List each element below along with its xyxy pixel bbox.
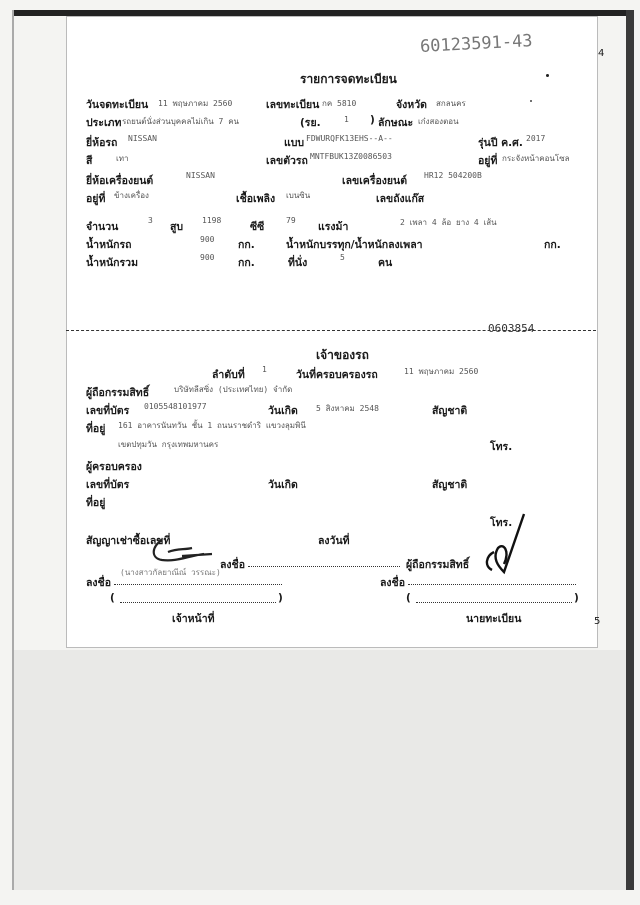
possessor-nationality-label: สัญชาติ [432,479,468,491]
province-label: จังหวัด [396,99,427,111]
holder-signature [474,512,534,576]
engine-brand-label: ยี่ห้อเครื่องยนต์ [86,175,154,187]
engine-location-value: ข้างเครื่อง [114,191,149,200]
horsepower-value: 79 [286,216,296,225]
model-label: แบบ [284,137,305,149]
color-value: เทา [116,154,129,163]
gas-tank-label: เลขถังแก๊ส [376,193,425,205]
type-value: รถยนต์นั่งส่วนบุคคลไม่เกิน 7 คน [122,117,240,126]
total-weight-unit: กก. [238,257,255,269]
type-label: ประเภท [86,117,122,129]
cylinder-count-label: จำนวน [86,221,119,233]
location-value: กระจังหน้าคอนโซล [502,154,570,163]
seats-label: ที่นั่ง [288,257,308,269]
rs-label: (รย. [300,117,321,129]
year-value: 2017 [526,134,546,143]
page-number-bottom: 5 [594,616,601,627]
reg-date-value: 11 พฤษภาคม 2560 [158,99,233,108]
owner-nationality-label: สัญชาติ [432,405,468,417]
owner-title: เจ้าของรถ [316,348,369,362]
chassis-label: เลขตัวรถ [266,155,308,167]
registrar-label: นายทะเบียน [466,613,522,625]
reg-no-value: กค 5810 [322,99,357,108]
color-label: สี [86,155,93,167]
signature-line [408,584,576,585]
weight-label: น้ำหนักรถ [86,239,132,251]
reg-no-label: เลขทะเบียน [266,99,320,111]
rs-value: 1 [344,115,349,124]
rs-close: ) [370,114,375,126]
registration-title: รายการจดทะเบียน [300,72,397,86]
possess-date-value: 11 พฤษภาคม 2560 [404,367,479,376]
brand-value: NISSAN [128,134,157,143]
name-line [120,602,276,603]
signature-line [114,584,282,585]
cc-label: ซีซี [250,221,265,233]
owner-id-label: เลขที่บัตร [86,405,130,417]
holder-role-label: ผู้ถือกรรมสิทธิ์ [406,559,470,571]
engine-location-label: อยู่ที่ [86,193,106,205]
axle-wheel-value: 2 เพลา 4 ล้อ ยาง 4 เส้น [400,218,497,227]
model-value: FDWURQFK13EHS--A-- [306,134,393,143]
style-value: เก๋งสองตอน [418,117,459,126]
officer-signature [148,532,218,568]
brand-label: ยี่ห้อรถ [86,137,118,149]
possessor-phone-label: โทร. [490,517,513,529]
location-label: อยู่ที่ [478,155,498,167]
cylinder-label: สูบ [170,221,184,233]
owner-address-value: 161 อาคารนันทวัน ชั้น 1 ถนนราชดำริ แขวงลุมพินี [118,421,306,430]
paren-close-1: ) [278,592,283,604]
year-label: รุ่นปี ค.ศ. [478,137,523,149]
scan-shadow [626,10,634,890]
holder-label: ผู้ถือกรรมสิทธิ์ [86,387,150,399]
order-value: 1 [262,365,267,374]
signature-line [248,566,400,567]
owner-address-value-2: เขตปทุมวัน กรุงเทพมหานคร [118,440,219,449]
owner-address-label: ที่อยู่ [86,423,106,435]
owner-dob-label: วันเกิด [268,405,298,417]
fuel-label: เชื้อเพลิง [236,193,276,205]
possessor-id-label: เลขที่บัตร [86,479,130,491]
stray-mark [530,100,532,102]
fuel-value: เบนซิน [286,191,311,200]
handwritten-number: 60123591-43 [419,31,534,57]
engine-no-label: เลขเครื่องยนต์ [342,175,408,187]
paren-open-2: ( [406,592,411,604]
engine-brand-value: NISSAN [186,171,215,180]
seats-value: 5 [340,253,345,262]
blank-area [14,650,626,890]
hire-date-label: ลงวันที่ [318,535,350,547]
order-label: ลำดับที่ [212,369,245,381]
horsepower-label: แรงม้า [318,221,349,233]
stray-mark [546,74,549,77]
possess-date-label: วันที่ครอบครองรถ [296,369,378,381]
total-weight-value: 900 [200,253,215,262]
name-line [416,602,572,603]
owner-dob-value: 5 สิงหาคม 2548 [316,404,379,413]
owner-phone-label: โทร. [490,441,513,453]
possessor-address-label: ที่อยู่ [86,497,106,509]
engine-no-value: HR12 504200B [424,171,482,180]
reg-date-label: วันจดทะเบียน [86,99,149,111]
seats-unit: คน [378,257,393,269]
chassis-value: MNTFBUK13Z0086503 [310,152,392,161]
officer-stamp: (นางสาวกัลยาณีณ์ วรรณะ) [120,568,221,577]
cc-value: 1198 [202,216,222,225]
sign-label-1: ลงชื่อ [220,559,245,571]
total-weight-label: น้ำหนักรวม [86,257,138,269]
officer-label: เจ้าหน้าที่ [172,613,215,625]
load-weight-unit: กก. [544,239,561,251]
paren-open-1: ( [110,592,115,604]
possessor-label: ผู้ครอบครอง [86,461,142,473]
possessor-dob-label: วันเกิด [268,479,298,491]
hire-contract-label: สัญญาเช่าซื้อเลขที่ [86,535,171,547]
style-label: ลักษณะ [378,117,414,129]
separator-number: 0603854 [488,322,535,335]
weight-unit: กก. [238,239,255,251]
sign-label-2: ลงชื่อ [86,577,111,589]
weight-value: 900 [200,235,215,244]
page-number-top: 4 [598,48,605,59]
province-value: สกลนคร [436,99,466,108]
paren-close-2: ) [574,592,579,604]
cylinder-count-value: 3 [148,216,153,225]
holder-value: บริษัทลีสซิ่ง (ประเทศไทย) จำกัด [174,385,293,394]
load-weight-label: น้ำหนักบรรทุก/น้ำหนักลงเพลา [286,239,423,251]
owner-id-value: 0105548101977 [144,402,207,411]
sign-label-3: ลงชื่อ [380,577,405,589]
